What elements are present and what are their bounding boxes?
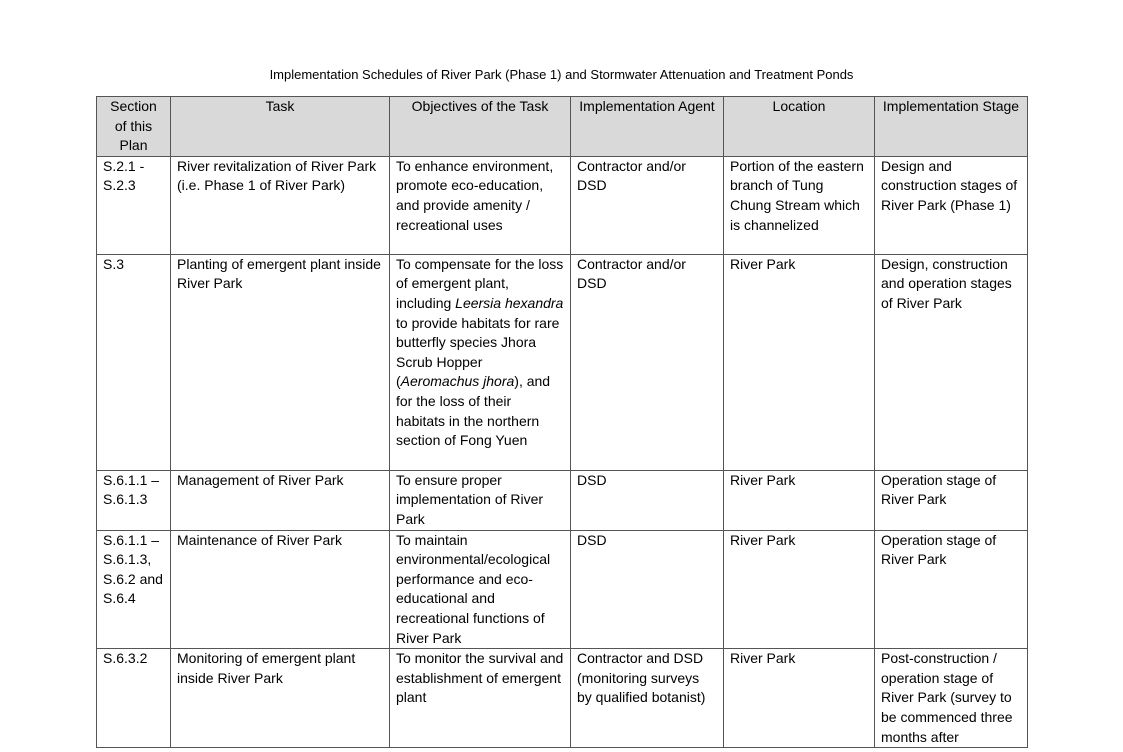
cell-location: River Park	[724, 530, 875, 649]
implementation-schedule-table	[96, 96, 1028, 748]
table-row	[97, 530, 1028, 649]
cell-section: S.2.1 - S.2.3	[97, 156, 171, 254]
cell-location: River Park	[724, 649, 875, 748]
cell-agent: DSD	[571, 470, 724, 530]
objective-text: To maintain environmental/ecological performance and eco-educational and recreational functions of River Park	[396, 531, 551, 646]
cell-location: Portion of the eastern branch of Tung Chung Stream which is channelized	[724, 156, 875, 254]
table-row	[97, 649, 1028, 748]
objective-text: To enhance environment, promote eco-education, and provide amenity / recreational uses	[396, 157, 554, 233]
cell-objective	[390, 156, 571, 254]
objective-text: To ensure proper implementation of River Park	[396, 471, 544, 527]
cell-task: Planting of emergent plant inside River Park	[171, 254, 390, 470]
header-stage: Implementation Stage	[875, 97, 1028, 157]
objective-text: To compensate for the loss of emergent plant, including	[396, 255, 564, 311]
cell-objective	[390, 649, 571, 748]
cell-objective	[390, 530, 571, 649]
cell-location: River Park	[724, 254, 875, 470]
cell-section: S.6.1.1 – S.6.1.3	[97, 470, 171, 530]
header-task: Task	[171, 97, 390, 157]
cell-stage: Operation stage of River Park	[875, 470, 1028, 530]
cell-task: Management of River Park	[171, 470, 390, 530]
table-row	[97, 470, 1028, 530]
table-header-row	[97, 97, 1028, 157]
objective-text: To monitor the survival and establishment of emergent plant	[396, 650, 564, 706]
cell-agent: Contractor and/or DSD	[571, 254, 724, 470]
cell-task: Monitoring of emergent plant inside River Park	[171, 649, 390, 748]
cell-task: Maintenance of River Park	[171, 530, 390, 649]
cell-stage: Design and construction stages of River Park (Phase 1)	[875, 156, 1028, 254]
cell-task: River revitalization of River Park (i.e. Phase 1 of River Park)	[171, 156, 390, 254]
objective-text: ), and for the loss of their habitats in the northern section of Fong Yuen	[396, 373, 551, 449]
cell-agent: Contractor and/or DSD	[571, 156, 724, 254]
table-row	[97, 254, 1028, 470]
header-agent: Implementation Agent	[571, 97, 724, 157]
cell-agent: Contractor and DSD (monitoring surveys by qualified botanist)	[571, 649, 724, 748]
cell-stage: Operation stage of River Park	[875, 530, 1028, 649]
cell-objective	[390, 254, 571, 470]
cell-section: S.6.1.1 – S.6.1.3, S.6.2 and S.6.4	[97, 530, 171, 649]
header-objectives: Objectives of the Task	[390, 97, 571, 157]
cell-location: River Park	[724, 470, 875, 530]
document-title: Implementation Schedules of River Park (Phase 1) and Stormwater Attenuation and Treatment Ponds	[269, 67, 854, 82]
cell-stage: Design, construction and operation stages of River Park	[875, 254, 1028, 470]
species-name-italic: Leersia hexandra	[455, 294, 564, 311]
cell-objective	[390, 470, 571, 530]
cell-section: S.3	[97, 254, 171, 470]
cell-stage: Post-construction / operation stage of River Park (survey to be commenced three months after	[875, 649, 1028, 748]
header-location: Location	[724, 97, 875, 157]
header-section: Section of this Plan	[97, 97, 171, 157]
table-row	[97, 156, 1028, 254]
species-name-italic: Aeromachus jhora	[400, 373, 515, 390]
cell-agent: DSD	[571, 530, 724, 649]
cell-section: S.6.3.2	[97, 649, 171, 748]
objective-text: to provide habitats for rare butterfly species Jhora Scrub Hopper (	[396, 314, 560, 390]
